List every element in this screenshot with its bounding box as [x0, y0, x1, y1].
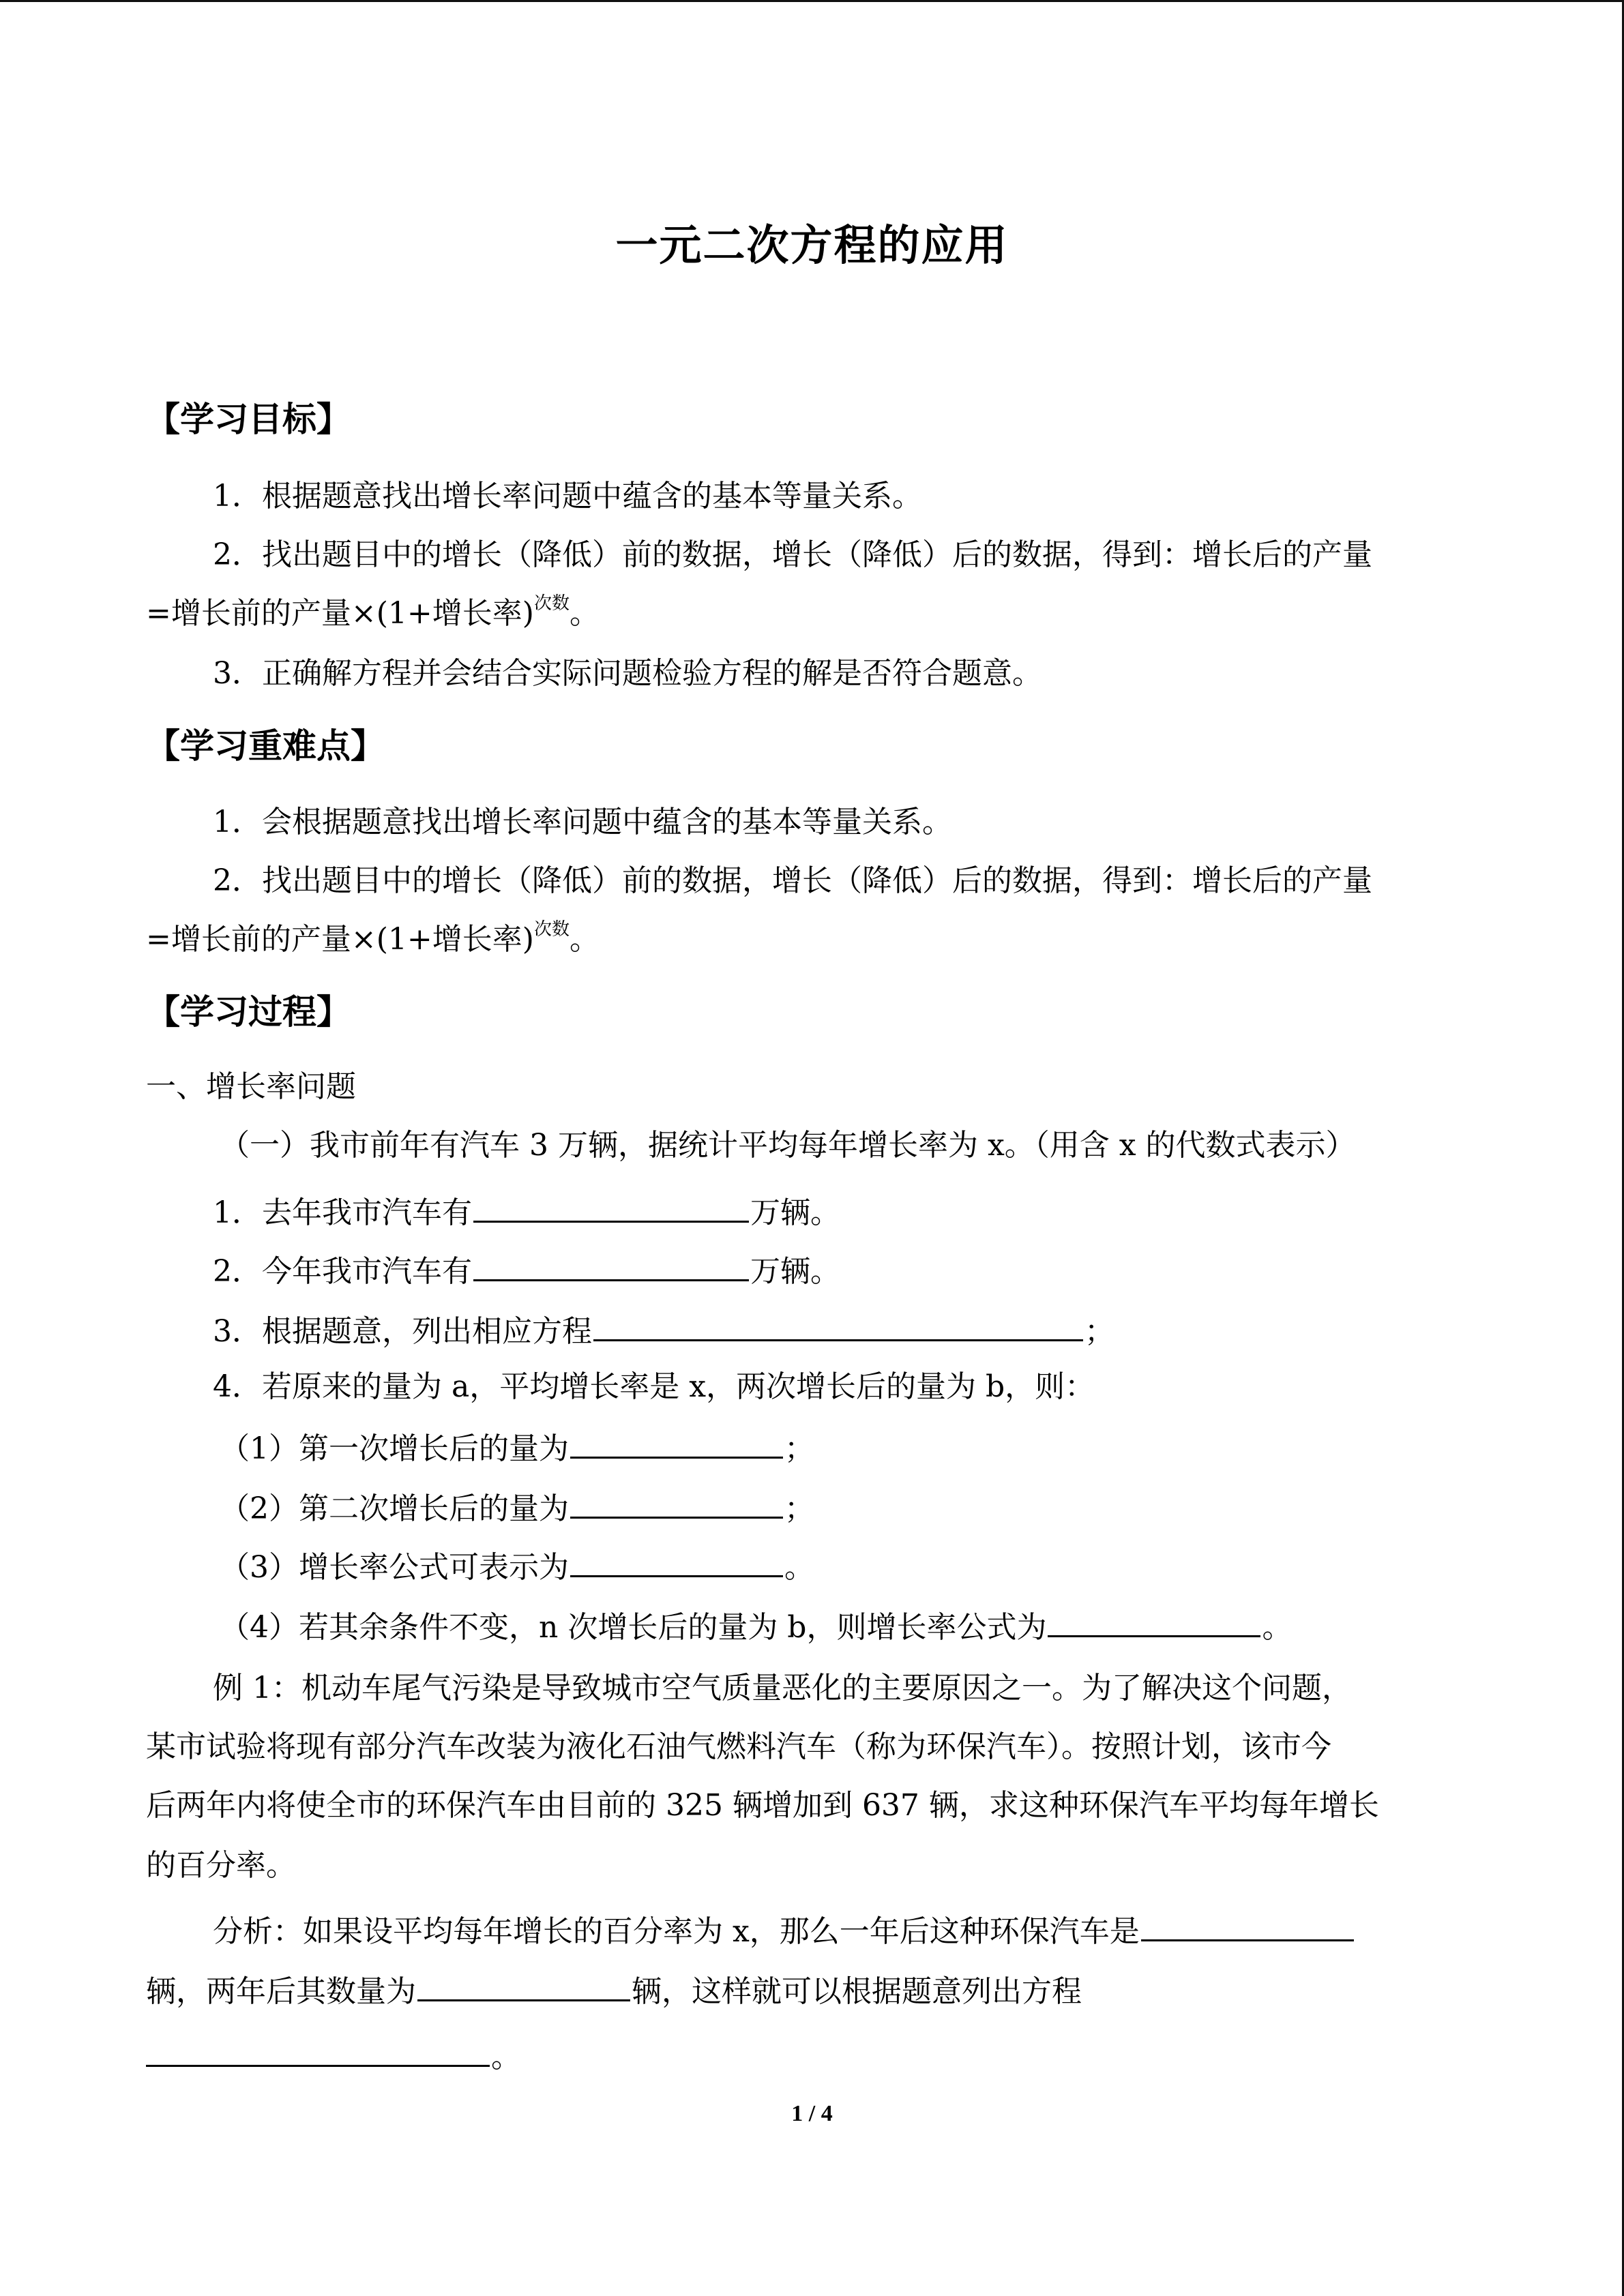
sub-question-3 [220, 1549, 814, 1583]
difficulty-2-text: =增长前的产量×(1+增长率) [146, 922, 534, 957]
question-2-unit: 万辆。 [750, 1254, 840, 1289]
sub-question-3-blank[interactable] [570, 1549, 783, 1577]
difficulty-2-line-1: 2．找出题目中的增长（降低）前的数据，增长（降低）后的数据，得到：增长后的产量 [213, 863, 1372, 898]
goal-2-end: 。 [569, 596, 600, 631]
analysis-blank-3[interactable] [146, 2039, 490, 2067]
question-1-text: 1．去年我市汽车有 [213, 1195, 472, 1230]
analysis-line-2 [146, 1973, 1082, 2007]
goal-2-line-2 [146, 593, 600, 631]
sub-question-4 [220, 1609, 1292, 1643]
section-heading-difficulties: 【学习重难点】 [146, 726, 385, 766]
sub-question-3-end: 。 [784, 1550, 814, 1585]
analysis-blank-2[interactable] [417, 1973, 630, 2001]
section-heading-goals: 【学习目标】 [146, 400, 351, 439]
sub-question-2-text: （2）第二次增长后的量为 [220, 1491, 569, 1526]
analysis-line-1 [213, 1913, 1355, 1947]
analysis-blank-1[interactable] [1141, 1913, 1354, 1941]
process-heading-growth-rate: 一、增长率问题 [146, 1069, 356, 1104]
analysis-line-3-end: 。 [491, 2040, 521, 2074]
difficulty-2-line-2 [146, 919, 600, 957]
goal-2-exponent: 次数 [533, 593, 570, 614]
sub-question-1-text: （1）第一次增长后的量为 [220, 1431, 569, 1466]
example-1-line-2: 某市试验将现有部分汽车改装为液化石油气燃料汽车（称为环保汽车）。按照计划，该市今 [146, 1729, 1331, 1764]
sub-question-4-text: （4）若其余条件不变，n 次增长后的量为 b，则增长率公式为 [220, 1610, 1047, 1645]
question-3-end: ； [1084, 1314, 1114, 1349]
question-4: 4．若原来的量为 a，平均增长率是 x，两次增长后的量为 b，则： [213, 1369, 1095, 1404]
sub-question-2-end: ； [784, 1491, 814, 1526]
section-heading-process: 【学习过程】 [146, 992, 351, 1032]
analysis-line-3 [146, 2039, 521, 2072]
sub-question-1 [220, 1431, 814, 1464]
sub-question-2-blank[interactable] [570, 1491, 783, 1519]
sub-question-4-end: 。 [1262, 1610, 1293, 1645]
goal-2-line-1: 2．找出题目中的增长（降低）前的数据，增长（降低）后的数据，得到：增长后的产量 [213, 537, 1372, 572]
sub-question-1-blank[interactable] [570, 1431, 783, 1459]
question-1 [213, 1195, 840, 1228]
question-3-blank[interactable] [593, 1313, 1083, 1341]
process-intro: （一）我市前年有汽车 3 万辆，据统计平均每年增长率为 x。（用含 x 的代数式表示） [220, 1128, 1356, 1163]
example-1-line-4: 的百分率。 [146, 1848, 296, 1883]
sub-question-4-blank[interactable] [1048, 1609, 1260, 1637]
difficulty-1: 1．会根据题意找出增长率问题中蕴含的基本等量关系。 [213, 805, 952, 839]
sub-question-3-text: （3）增长率公式可表示为 [220, 1550, 569, 1585]
question-1-unit: 万辆。 [750, 1195, 840, 1230]
question-2-text: 2．今年我市汽车有 [213, 1254, 472, 1289]
example-1-line-1: 例 1：机动车尾气污染是导致城市空气质量恶化的主要原因之一。为了解决这个问题， [213, 1671, 1352, 1705]
goal-3: 3．正确解方程并会结合实际问题检验方程的解是否符合题意。 [213, 656, 1042, 691]
example-1-line-3: 后两年内将使全市的环保汽车由目前的 325 辆增加到 637 辆，求这种环保汽车平均每年增长 [146, 1788, 1379, 1823]
page-number: 1 / 4 [791, 2101, 833, 2126]
goal-1: 1．根据题意找出增长率问题中蕴含的基本等量关系。 [213, 479, 922, 513]
page-title: 一元二次方程的应用 [615, 220, 1009, 270]
question-3 [213, 1313, 1114, 1347]
analysis-line-2-end: 辆，这样就可以根据题意列出方程 [632, 1974, 1082, 2009]
difficulty-2-end: 。 [569, 922, 600, 957]
goal-2-text: =增长前的产量×(1+增长率) [146, 596, 534, 631]
page-border-top [0, 0, 1624, 2]
analysis-line-2-text: 辆，两年后其数量为 [146, 1974, 416, 2009]
question-2 [213, 1253, 840, 1287]
sub-question-2 [220, 1491, 814, 1524]
sub-question-1-end: ； [784, 1431, 814, 1466]
question-1-blank[interactable] [473, 1195, 749, 1223]
difficulty-2-exponent: 次数 [533, 919, 570, 940]
question-3-text: 3．根据题意，列出相应方程 [213, 1314, 592, 1349]
question-2-blank[interactable] [473, 1253, 749, 1281]
analysis-line-1-text: 分析：如果设平均每年增长的百分率为 x，那么一年后这种环保汽车是 [213, 1914, 1140, 1949]
